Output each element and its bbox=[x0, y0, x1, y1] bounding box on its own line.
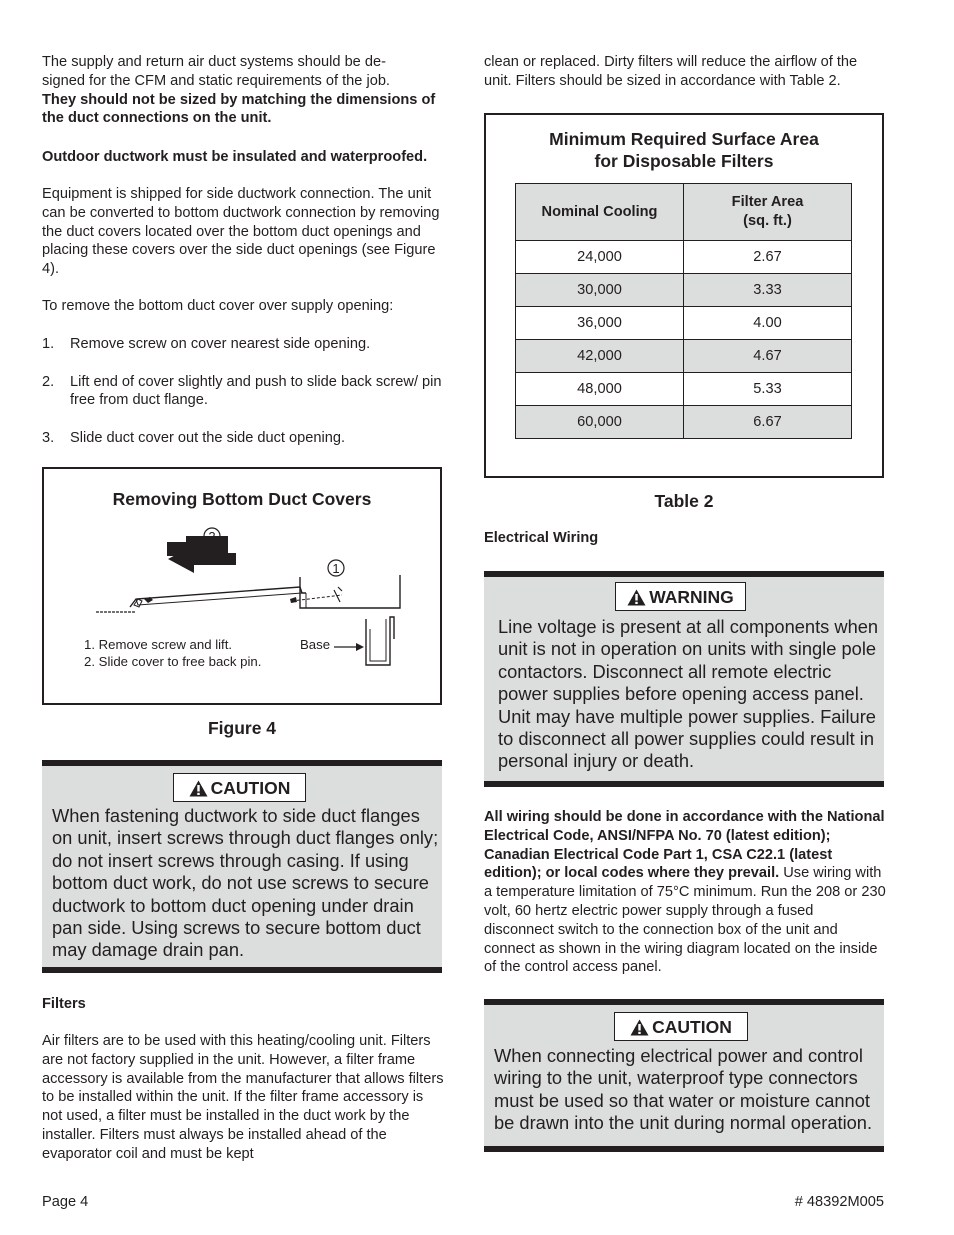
duct-flange-wall bbox=[300, 575, 400, 608]
filters-paragraph-continued: clean or replaced. Dirty filters will reduce the airflow of the unit. Filters should be sized in accordance with Table 2. bbox=[484, 54, 858, 89]
figure-4-box bbox=[42, 467, 442, 705]
table-row: 60,000 6.67 bbox=[516, 406, 852, 439]
table-2-title: Minimum Required Surface Area for Disposable Filters bbox=[549, 129, 819, 172]
filters-heading: Filters bbox=[42, 996, 86, 1012]
warning-notice bbox=[484, 571, 884, 787]
figure-4-notes bbox=[84, 637, 261, 670]
electrical-wiring-heading: Electrical Wiring bbox=[484, 530, 599, 546]
wiring-paragraph bbox=[484, 808, 886, 977]
warning-triangle-icon bbox=[630, 1019, 649, 1036]
caution-badge: CAUTION bbox=[173, 773, 306, 802]
intro-line-2: signed for the CFM and static requirements of the job. bbox=[42, 72, 390, 89]
removal-steps-list bbox=[42, 335, 444, 467]
table-row: 30,000 3.33 bbox=[516, 274, 852, 307]
intro-bold-text: They should not be sized by matching the dimensions of the duct connections on the unit. bbox=[42, 91, 436, 127]
intro-paragraph bbox=[42, 53, 444, 128]
table-header-row bbox=[516, 184, 852, 241]
figure-4-caption: Figure 4 bbox=[207, 718, 277, 738]
figure-note-1: 1. Remove screw and lift. bbox=[84, 637, 233, 652]
table-row: 24,000 2.67 bbox=[516, 241, 852, 274]
caution-badge: CAUTION bbox=[614, 1012, 748, 1041]
figure-4-title: Removing Bottom Duct Covers bbox=[112, 489, 372, 509]
table-row: 42,000 4.67 bbox=[516, 340, 852, 373]
caution-right-text: When connecting electrical power and control wiring to the unit, waterproof type connectors must be used so that water or moisture cannot be drawn into the unit during normal operation. bbox=[494, 1045, 873, 1134]
outdoor-ductwork-note: Outdoor ductwork must be insulated and waterproofed. bbox=[42, 149, 428, 165]
wiring-instructions: Use wiring with a temperature limitation of 75°C minimum. Run the 208 or 230 volt, 60 hertz electric power supply through a fused disconnect switch to the connection box of the unit and connect as shown in the wiring diagram located on the inside of the control access panel. bbox=[484, 865, 886, 976]
wiring-code-requirements: All wiring should be done in accordance with the National Electrical Code, ANSI/NFPA No. 70 (latest edition); Canadian Electrical Code Part 1, CSA C22.1 (latest edition); or local codes where they prevail. bbox=[484, 809, 885, 882]
table-2-caption: Table 2 bbox=[654, 491, 714, 511]
table-2-box bbox=[484, 113, 884, 478]
remove-cover-intro: To remove the bottom duct cover over supply opening: bbox=[42, 298, 394, 314]
caution-left-text: When fastening ductwork to side duct flanges on unit, insert screws through duct flanges only; do not insert screws through casing. If using bottom duct work, do not use screws to secure ductwork to bottom duct opening under drain pan side. Using screws to secure bottom duct may damage drain pan. bbox=[52, 805, 439, 961]
warning-text: Line voltage is present at all components when unit is not in operation on units with single pole contactors. Disconnect all remote electric power supplies before opening access panel. Unit may have multiple power supplies. Failure to disconnect all power supplies could result in personal injury or death. bbox=[498, 616, 879, 772]
warning-triangle-icon bbox=[627, 589, 646, 606]
intro-line-1: The supply and return air duct systems should be de- bbox=[42, 54, 386, 70]
document-number: # 48392M005 bbox=[794, 1194, 884, 1210]
figure-note-2: 2. Slide cover to free back pin. bbox=[84, 653, 262, 669]
page-number: Page 4 bbox=[42, 1194, 89, 1210]
filter-area-table bbox=[515, 183, 852, 439]
warning-badge: WARNING bbox=[615, 582, 746, 611]
list-item: 1. Remove screw on cover nearest side opening. bbox=[42, 336, 371, 352]
table-row: 48,000 5.33 bbox=[516, 373, 852, 406]
caution-notice-right bbox=[484, 999, 884, 1152]
equipment-paragraph: Equipment is shipped for side ductwork connection. The unit can be converted to bottom ductwork connection by removing the duct covers located over the bottom duct openings and placing these covers over the side duct openings (see Figure 4). bbox=[42, 186, 440, 278]
table-row: 36,000 4.00 bbox=[516, 307, 852, 340]
caution-notice-left bbox=[42, 760, 442, 973]
base-pointer-icon bbox=[356, 643, 364, 651]
column-header-filter-area: Filter Area (sq. ft.) bbox=[684, 184, 852, 241]
filters-paragraph: Air filters are to be used with this heating/cooling unit. Filters are not factory supplied in the unit. However, a filter frame accessory is available from the manufacturer that allows filters to be installed within the unit. If the filter frame accessory is not used, a filter must be installed in the duct work by the installer. Filters must always be installed ahead of the evaporator coil and must be kept bbox=[42, 1033, 444, 1162]
callout-1-label: 1 bbox=[332, 561, 340, 576]
column-header-nominal-cooling: Nominal Cooling bbox=[516, 184, 684, 241]
warning-triangle-icon bbox=[189, 780, 208, 797]
list-item: 2. Lift end of cover slightly and push to slide back screw/ pin free from duct flange. bbox=[42, 373, 442, 409]
base-label: Base bbox=[300, 637, 331, 652]
callout-2-label: 2 bbox=[208, 529, 216, 544]
list-item: 3. Slide duct cover out the side duct opening. bbox=[42, 429, 346, 446]
